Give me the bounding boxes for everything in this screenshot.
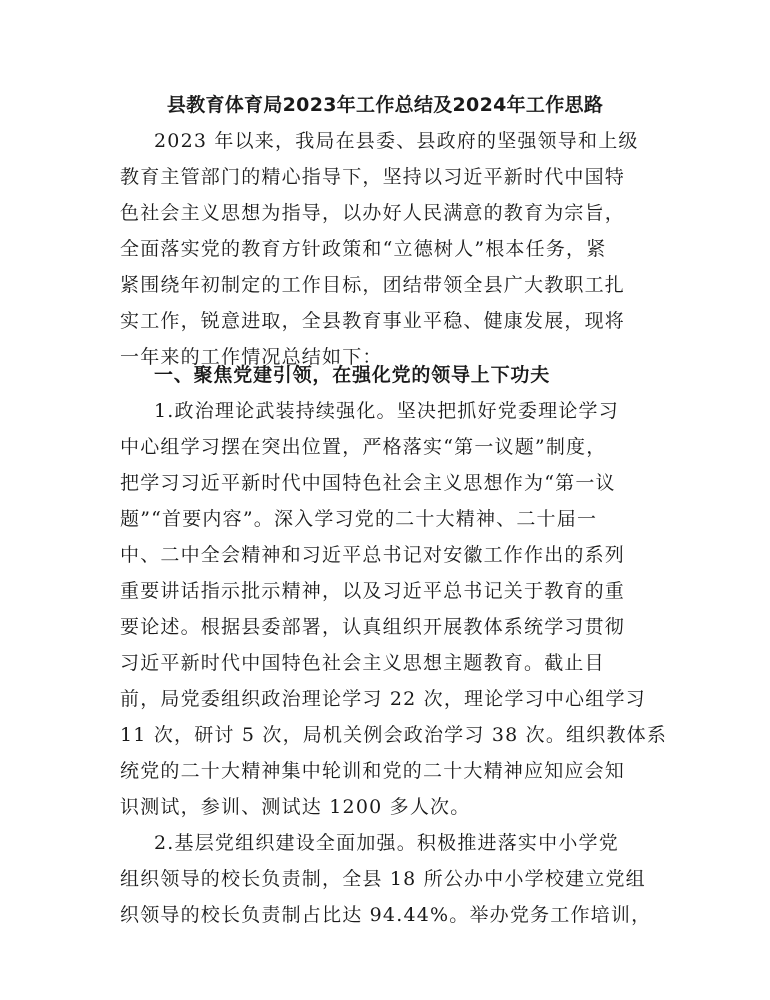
paragraph-line: 2.基层党组织建设全面加强。积极推进落实中小学党 bbox=[154, 832, 619, 854]
document-title: 县教育体育局2023年工作总结及2024年工作思路 bbox=[166, 94, 604, 116]
intro-line: 2023 年以来，我局在县委、县政府的坚强领导和上级 bbox=[154, 130, 639, 152]
paragraph-line: 中心组学习摆在突出位置，严格落实“第一议题”制度， bbox=[120, 436, 607, 458]
paragraph-line: 重要讲话指示批示精神，以及习近平总书记关于教育的重 bbox=[120, 580, 626, 602]
intro-line: 一年来的工作情况总结如下： bbox=[120, 346, 383, 368]
paragraph-line: 组织领导的校长负责制，全县 18 所公办中小学校建立党组 bbox=[120, 868, 646, 890]
intro-line: 全面落实党的教育方针政策和“立德树人”根本任务，紧 bbox=[120, 238, 607, 260]
paragraph-line: 习近平新时代中国特色社会主义思想主题教育。截止目 bbox=[120, 652, 605, 674]
paragraph-line: 题”“首要内容”。深入学习党的二十大精神、二十届一 bbox=[120, 508, 598, 530]
paragraph-line: 识测试，参训、测试达 1200 多人次。 bbox=[120, 796, 471, 818]
intro-line: 紧围绕年初制定的工作目标，团结带领全县广大教职工扎 bbox=[120, 274, 626, 296]
paragraph-line: 把学习习近平新时代中国特色社会主义思想作为“第一议 bbox=[120, 472, 616, 494]
paragraph-line: 前，局党委组织政治理论学习 22 次，理论学习中心组学习 bbox=[120, 688, 646, 710]
paragraph-line: 中、二中全会精神和习近平总书记对安徽工作作出的系列 bbox=[120, 544, 626, 566]
section-heading: 一、聚焦党建引领，在强化党的领导上下功夫 bbox=[154, 364, 551, 386]
paragraph-line: 织领导的校长负责制占比达 94.44%。举办党务工作培训， bbox=[120, 904, 652, 926]
paragraph-line: 1.政治理论武装持续强化。坚决把抓好党委理论学习 bbox=[154, 400, 619, 422]
paragraph-line: 11 次，研讨 5 次，局机关例会政治学习 38 次。组织教体系 bbox=[120, 724, 668, 746]
intro-line: 教育主管部门的精心指导下，坚持以习近平新时代中国特 bbox=[120, 166, 626, 188]
paragraph-line: 要论述。根据县委部署，认真组织开展教体系统学习贯彻 bbox=[120, 616, 626, 638]
intro-line: 色社会主义思想为指导，以办好人民满意的教育为宗旨， bbox=[120, 202, 626, 224]
intro-line: 实工作，锐意进取，全县教育事业平稳、健康发展，现将 bbox=[120, 310, 626, 332]
paragraph-line: 统党的二十大精神集中轮训和党的二十大精神应知应会知 bbox=[120, 760, 626, 782]
